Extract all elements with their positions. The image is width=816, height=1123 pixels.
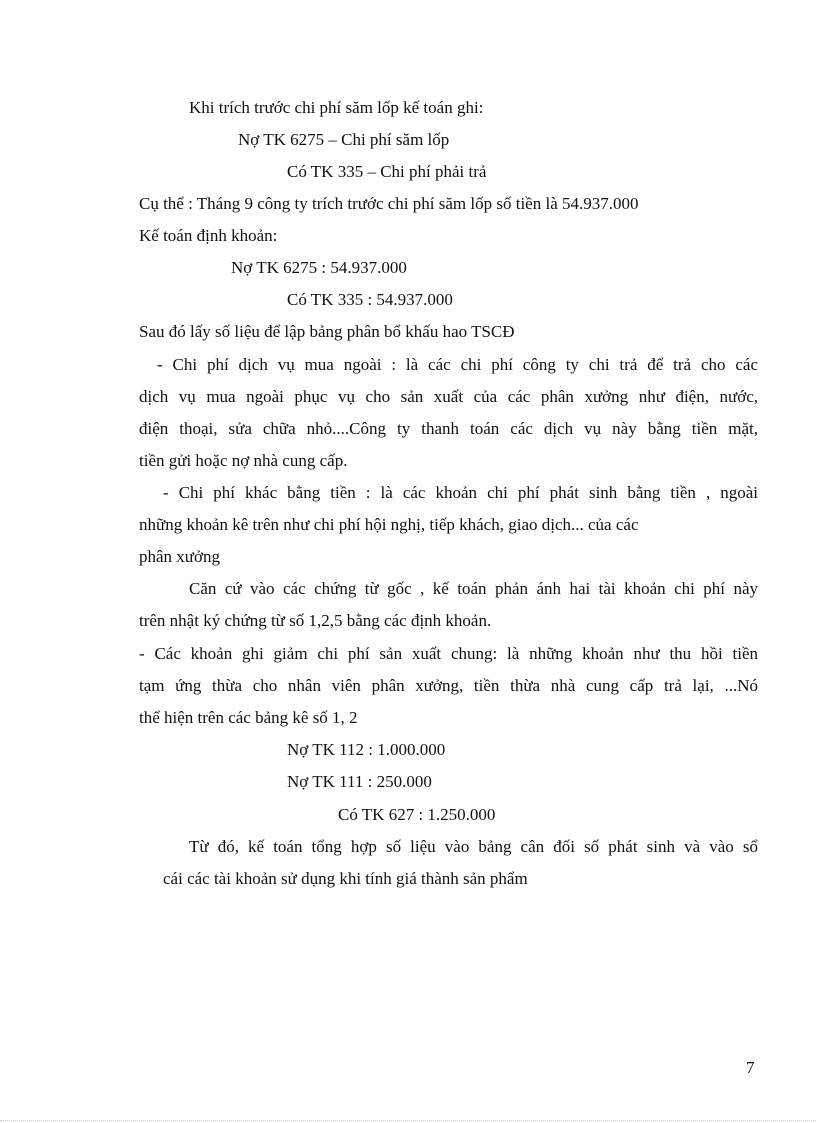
text-line: cái các tài khoản sử dụng khi tính giá thành sản phẩm — [163, 869, 528, 888]
journal-entry-debit: Nợ TK 112 : 1.000.000 — [287, 740, 446, 759]
text-line: Căn cứ vào các chứng từ gốc , kế toán phản ánh hai tài khoản chi phí này — [189, 579, 758, 598]
journal-entry-debit: Nợ TK 6275 – Chi phí săm lốp — [238, 130, 450, 149]
journal-entry-credit: Có TK 335 – Chi phí phải trả — [287, 162, 487, 181]
text-line: thể hiện trên các bảng kê số 1, 2 — [139, 708, 358, 727]
text-line: - Các khoản ghi giảm chi phí sản xuất chung: là những khoản như thu hồi tiền — [139, 644, 758, 663]
text-line: tiền gửi hoặc nợ nhà cung cấp. — [139, 451, 348, 470]
text-line: Cụ thể : Tháng 9 công ty trích trước chi phí săm lốp số tiền là 54.937.000 — [139, 194, 639, 213]
journal-entry-debit: Nợ TK 111 : 250.000 — [287, 772, 432, 791]
page-bottom-divider — [0, 1120, 816, 1121]
text-line: Kế toán định khoản: — [139, 226, 278, 245]
text-line: điện thoại, sửa chữa nhỏ....Công ty thanh toán các dịch vụ này bằng tiền mặt, — [139, 419, 758, 438]
text-line: Khi trích trước chi phí săm lốp kế toán ghi: — [189, 98, 484, 117]
text-line: tạm ứng thừa cho nhân viên phân xưởng, tiền thừa nhà cung cấp trả lại, ...Nó — [139, 676, 758, 695]
text-line: Từ đó, kế toán tổng hợp số liệu vào bảng cân đối số phát sinh và vào sổ — [189, 837, 758, 856]
text-line: - Chi phí khác bằng tiền : là các khoản chi phí phát sinh bằng tiền , ngoài — [163, 483, 758, 502]
text-line: trên nhật ký chứng từ số 1,2,5 bằng các định khoản. — [139, 611, 492, 630]
text-line: Sau đó lấy số liệu để lập bảng phân bổ khấu hao TSCĐ — [139, 322, 515, 341]
text-line: những khoản kê trên như chi phí hội nghị, tiếp khách, giao dịch... của các — [139, 515, 639, 534]
journal-entry-credit: Có TK 335 : 54.937.000 — [287, 290, 453, 309]
text-line: phân xưởng — [139, 547, 220, 566]
journal-entry-debit: Nợ TK 6275 : 54.937.000 — [231, 258, 407, 277]
page-number: 7 — [746, 1058, 755, 1077]
journal-entry-credit: Có TK 627 : 1.250.000 — [338, 805, 496, 824]
text-line: - Chi phí dịch vụ mua ngoài : là các chi phí công ty chi trả để trả cho các — [157, 355, 758, 374]
text-line: dịch vụ mua ngoài phục vụ cho sản xuất của các phân xưởng như điện, nước, — [139, 387, 758, 406]
